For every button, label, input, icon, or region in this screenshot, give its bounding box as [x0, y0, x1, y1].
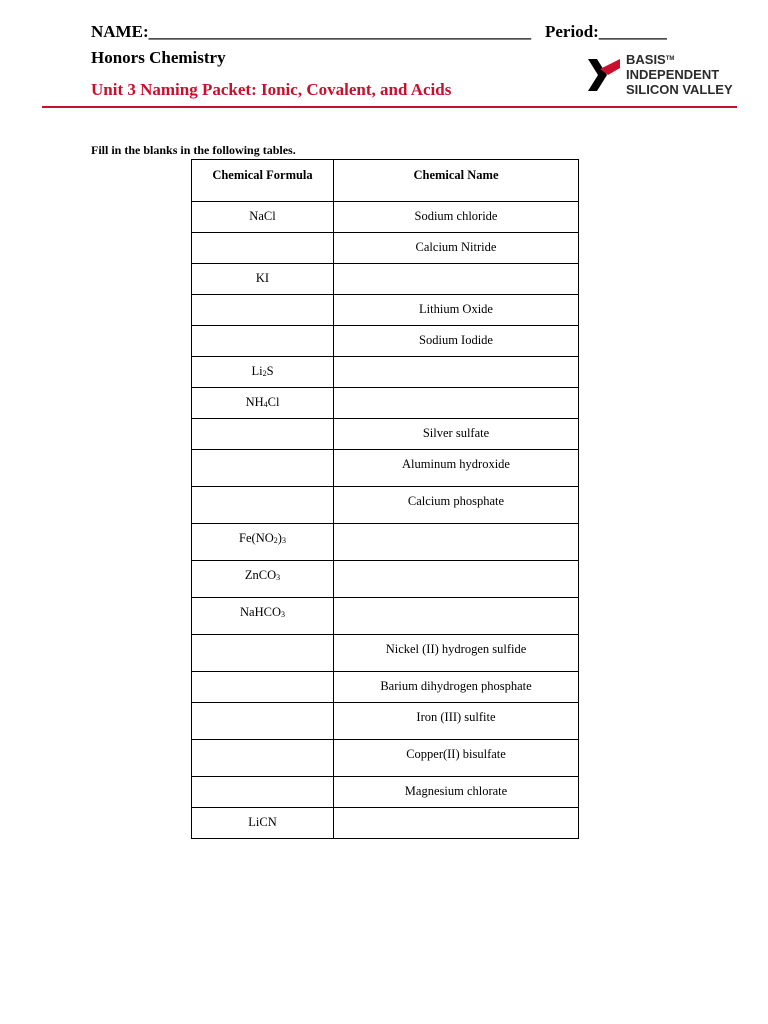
formula-cell[interactable] [192, 295, 334, 326]
formula-cell: KI [192, 264, 334, 295]
name-cell[interactable] [334, 388, 579, 419]
name-cell[interactable] [334, 808, 579, 839]
table-row [192, 487, 579, 524]
name-cell: Magnesium chlorate [334, 777, 579, 808]
formula-cell: NaHCO$_3$ [192, 598, 334, 635]
table-row [192, 524, 579, 561]
name-cell[interactable] [334, 264, 579, 295]
table-row [192, 808, 579, 839]
formula-cell[interactable] [192, 740, 334, 777]
table-row [192, 233, 579, 264]
table-row [192, 740, 579, 777]
period-field [545, 22, 667, 42]
name-label: NAME: [91, 22, 149, 41]
period-label: Period: [545, 22, 599, 41]
name-cell[interactable] [334, 561, 579, 598]
table-row [192, 703, 579, 740]
logo-line-basis: BASIS [626, 52, 666, 67]
period-blank-line[interactable]: ________ [598, 22, 667, 41]
table-header-row [192, 160, 579, 202]
name-cell: Copper(II) bisulfate [334, 740, 579, 777]
formula-cell[interactable] [192, 419, 334, 450]
formula-cell[interactable] [192, 777, 334, 808]
table-row [192, 264, 579, 295]
table-row [192, 635, 579, 672]
name-cell[interactable] [334, 357, 579, 388]
formula-cell: $NH_4Cl$ [192, 388, 334, 419]
course-title: Honors Chemistry [91, 48, 226, 67]
name-field [91, 22, 531, 42]
name-cell[interactable] [334, 524, 579, 561]
logo-line-independent: INDEPENDENT [626, 67, 720, 82]
name-cell: Barium dihydrogen phosphate [334, 672, 579, 703]
name-blank-line[interactable]: _____________________________________________ [148, 22, 532, 41]
name-cell: Silver sulfate [334, 419, 579, 450]
table-row [192, 202, 579, 233]
logo-trademark: TM [665, 56, 675, 62]
formula-cell[interactable] [192, 450, 334, 487]
table-row [192, 326, 579, 357]
formula-cell[interactable] [192, 672, 334, 703]
name-cell: Sodium Iodide [334, 326, 579, 357]
formula-cell: $Fe(NO_2)_3$ [192, 524, 334, 561]
header-divider [42, 106, 737, 108]
naming-table [191, 159, 579, 839]
logo-line-silicon-valley: SILICON VALLEY [626, 82, 733, 97]
table-row [192, 357, 579, 388]
formula-cell[interactable] [192, 635, 334, 672]
formula-cell[interactable] [192, 326, 334, 357]
table-row [192, 388, 579, 419]
table-row [192, 777, 579, 808]
table-row [192, 419, 579, 450]
formula-cell[interactable] [192, 487, 334, 524]
table-row [192, 295, 579, 326]
formula-cell[interactable] [192, 233, 334, 264]
basis-chevron-icon [586, 55, 622, 95]
formula-cell[interactable] [192, 703, 334, 740]
name-cell: Sodium chloride [334, 202, 579, 233]
table-row [192, 450, 579, 487]
name-cell: Calcium phosphate [334, 487, 579, 524]
school-logo [586, 52, 733, 97]
header-chemical-formula: Chemical Formula [192, 160, 334, 202]
name-cell: Nickel (II) hydrogen sulfide [334, 635, 579, 672]
formula-cell: $Li_2S$ [192, 357, 334, 388]
logo-text [626, 52, 733, 97]
formula-cell: NaCl [192, 202, 334, 233]
formula-cell: LiCN [192, 808, 334, 839]
table-row [192, 672, 579, 703]
instructions: Fill in the blanks in the following tables. [91, 143, 296, 157]
name-cell[interactable] [334, 598, 579, 635]
header-chemical-name: Chemical Name [334, 160, 579, 202]
name-cell: Iron (III) sulfite [334, 703, 579, 740]
name-cell: Calcium Nitride [334, 233, 579, 264]
unit-title: Unit 3 Naming Packet: Ionic, Covalent, and Acids [91, 80, 452, 99]
table-row [192, 598, 579, 635]
name-cell: Lithium Oxide [334, 295, 579, 326]
formula-cell: ZnCO$_3$ [192, 561, 334, 598]
table-row [192, 561, 579, 598]
name-cell: Aluminum hydroxide [334, 450, 579, 487]
